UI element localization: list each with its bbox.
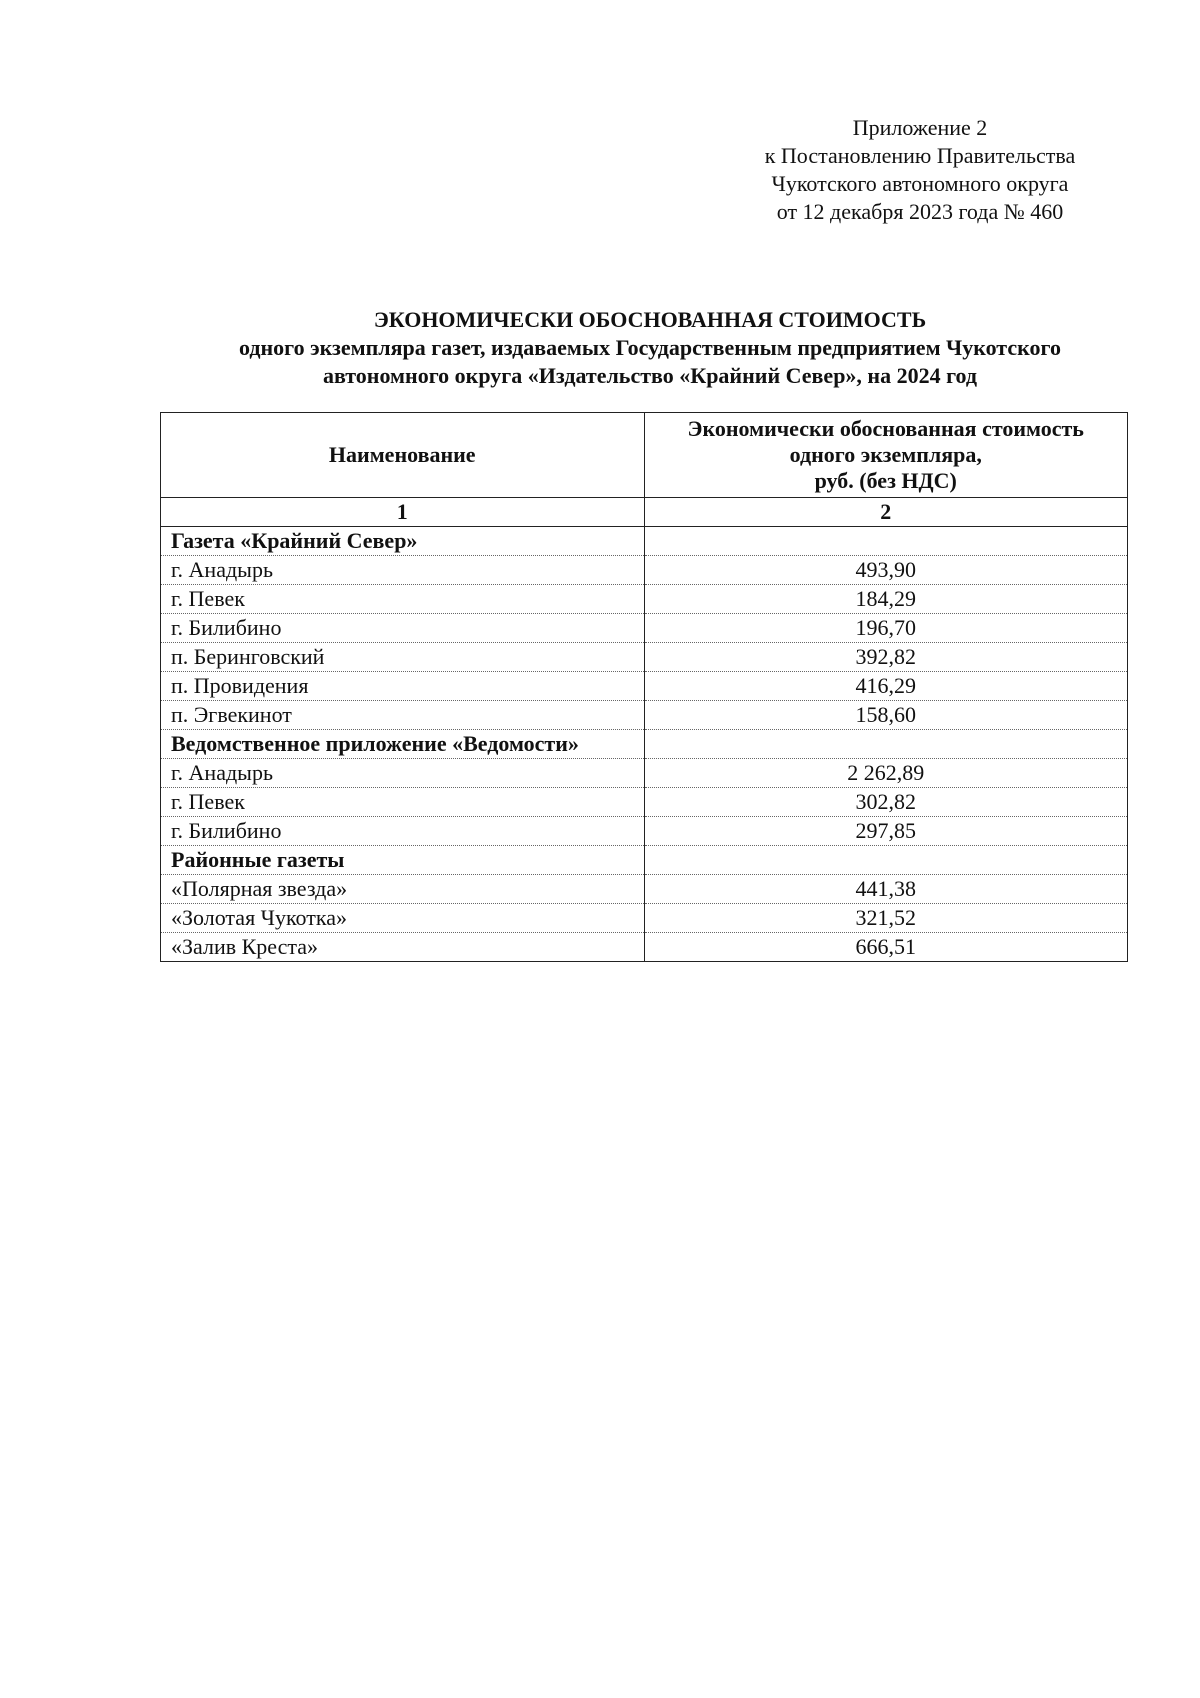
group-row xyxy=(161,846,1128,875)
row-price xyxy=(644,527,1128,556)
row-price: 184,29 xyxy=(644,585,1128,614)
column-number-row xyxy=(161,498,1128,527)
table-row xyxy=(161,875,1128,904)
price-table xyxy=(160,412,1128,962)
row-price: 297,85 xyxy=(644,817,1128,846)
group-row xyxy=(161,527,1128,556)
row-name: «Полярная звезда» xyxy=(161,875,645,904)
row-price: 302,82 xyxy=(644,788,1128,817)
row-name: г. Певек xyxy=(161,585,645,614)
header-price-line1: Экономически обоснованная стоимость xyxy=(687,416,1084,441)
row-name: Газета «Крайний Север» xyxy=(161,527,645,556)
row-price: 321,52 xyxy=(644,904,1128,933)
row-name: Ведомственное приложение «Ведомости» xyxy=(161,730,645,759)
row-price: 2 262,89 xyxy=(644,759,1128,788)
table-row xyxy=(161,556,1128,585)
row-name: г. Билибино xyxy=(161,817,645,846)
appendix-number: Приложение 2 xyxy=(852,115,988,140)
row-name: г. Певек xyxy=(161,788,645,817)
row-name: «Золотая Чукотка» xyxy=(161,904,645,933)
row-price: 441,38 xyxy=(644,875,1128,904)
group-row xyxy=(161,730,1128,759)
document-title xyxy=(150,306,1150,390)
header-name-column: Наименование xyxy=(161,413,645,498)
table-row xyxy=(161,643,1128,672)
document-title-subtitle-line2: автономного округа «Издательство «Крайний Север», на 2024 год xyxy=(322,363,978,388)
row-price: 416,29 xyxy=(644,672,1128,701)
column-number-1: 1 xyxy=(161,498,645,527)
row-name: г. Билибино xyxy=(161,614,645,643)
row-price: 666,51 xyxy=(644,933,1128,962)
table-row xyxy=(161,585,1128,614)
document-title-subtitle-line1: одного экземпляра газет, издаваемых Государственным предприятием Чукотского xyxy=(239,335,1061,360)
row-price xyxy=(644,846,1128,875)
row-price: 196,70 xyxy=(644,614,1128,643)
appendix-date-number: от 12 декабря 2023 года № 460 xyxy=(776,199,1064,224)
appendix-government: Чукотского автономного округа xyxy=(771,171,1069,196)
header-price-line2: одного экземпляра, xyxy=(789,442,982,467)
row-name: «Залив Креста» xyxy=(161,933,645,962)
header-price-column xyxy=(644,413,1128,498)
table-row xyxy=(161,672,1128,701)
row-price: 158,60 xyxy=(644,701,1128,730)
row-price: 392,82 xyxy=(644,643,1128,672)
row-name: г. Анадырь xyxy=(161,759,645,788)
header-price-line3: руб. (без НДС) xyxy=(814,468,957,493)
row-name: Районные газеты xyxy=(161,846,645,875)
table-row xyxy=(161,614,1128,643)
row-name: п. Эгвекинот xyxy=(161,701,645,730)
row-price: 493,90 xyxy=(644,556,1128,585)
row-price xyxy=(644,730,1128,759)
table-row xyxy=(161,759,1128,788)
table-row xyxy=(161,817,1128,846)
appendix-reference: к Постановлению Правительства xyxy=(764,143,1076,168)
table-row xyxy=(161,904,1128,933)
table-row xyxy=(161,701,1128,730)
table-header-row xyxy=(161,413,1128,498)
row-name: г. Анадырь xyxy=(161,556,645,585)
row-name: п. Беринговский xyxy=(161,643,645,672)
appendix-header xyxy=(720,114,1120,226)
row-name: п. Провидения xyxy=(161,672,645,701)
document-title-main: ЭКОНОМИЧЕСКИ ОБОСНОВАННАЯ СТОИМОСТЬ xyxy=(373,307,927,332)
column-number-2: 2 xyxy=(644,498,1128,527)
table-row xyxy=(161,788,1128,817)
table-row xyxy=(161,933,1128,962)
